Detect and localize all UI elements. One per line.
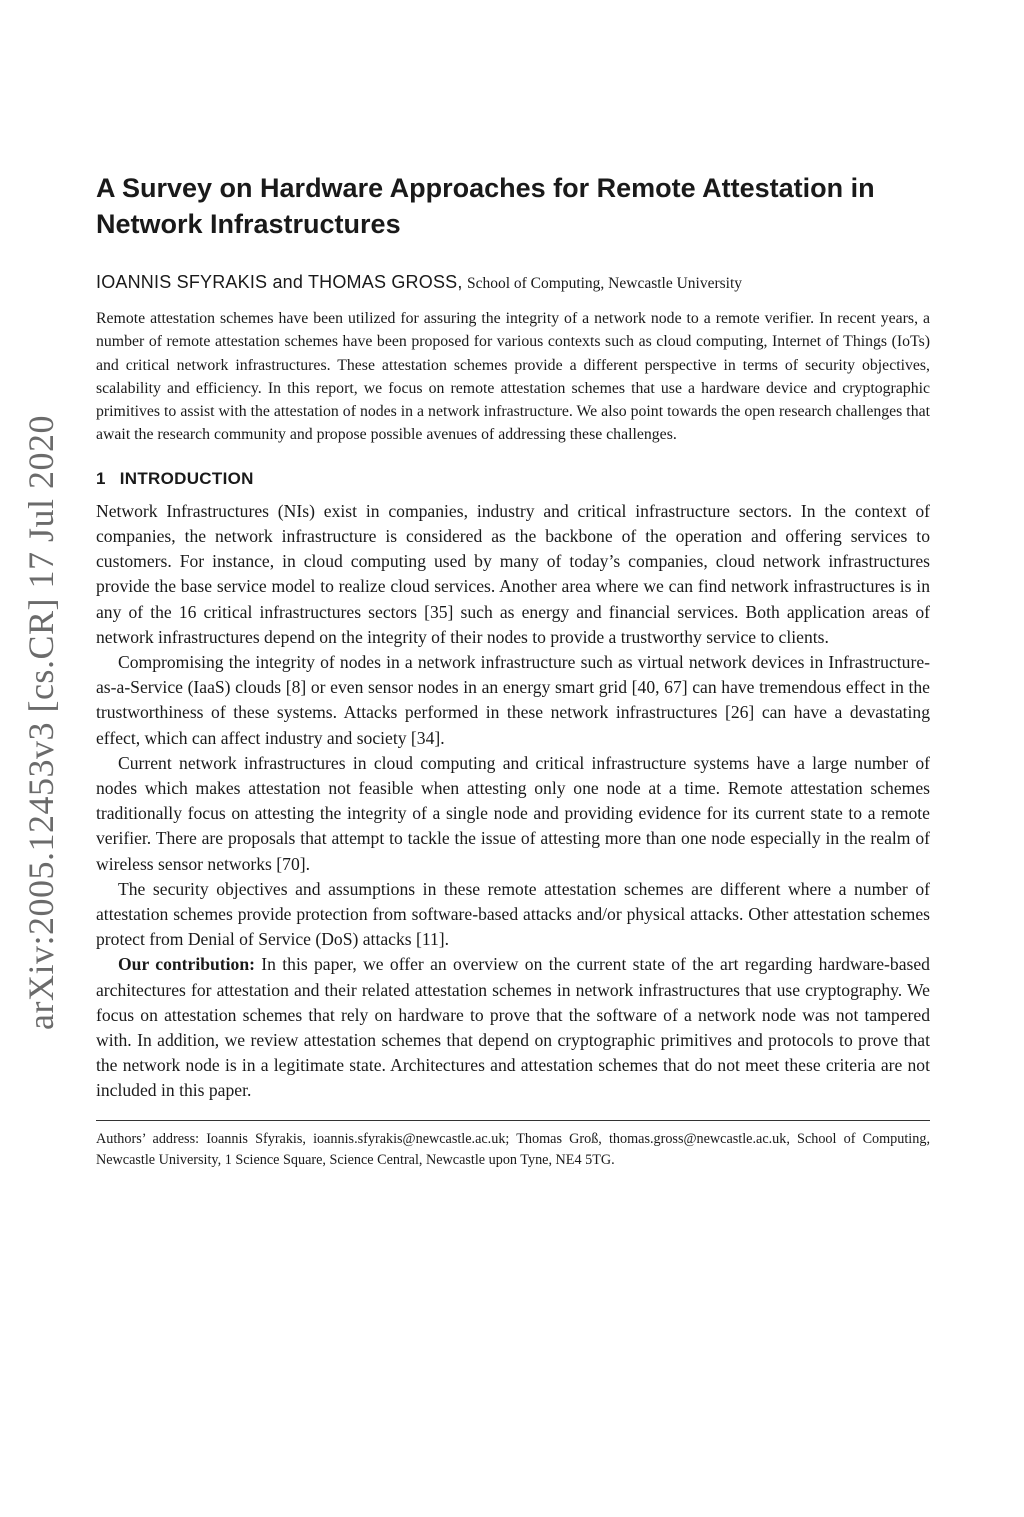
intro-paragraph-2: Compromising the integrity of nodes in a network infrastructure such as virtual network devices in Infrastructure-as-a-Service (IaaS) clouds [8] or even sensor nodes in an energy smart grid [40, 67] can have tremendous effect in the trustworthiness of these systems. Attacks performed in these network infrastructures [26] can have a devastating effect, which can affect industry and society [34]. <box>96 652 930 748</box>
paper-page <box>96 170 930 1171</box>
author-line <box>96 272 930 293</box>
authors-address-footnote: Authors’ address: Ioannis Sfyrakis, ioannis.sfyrakis@newcastle.ac.uk; Thomas Groß, thomas.gross@newcastle.ac.uk, School of Computing, Newcastle University, 1 Science Square, Science Central, Newcastle upon Tyne, NE4 5TG. <box>96 1130 930 1168</box>
abstract: Remote attestation schemes have been utilized for assuring the integrity of a network node to a remote verifier. In recent years, a number of remote attestation schemes have been proposed for various contexts such as cloud computing, Internet of Things (IoTs) and critical network infrastructures. These attestation schemes provide a different perspective in terms of security objectives, scalability and efficiency. In this report, we focus on remote attestation schemes that use a hardware device and cryptographic primitives to assist with the attestation of nodes in a network infrastructure. We also point towards the open research challenges that await the research community and propose possible avenues of addressing these challenges. <box>96 310 930 444</box>
author-names: IOANNIS SFYRAKIS and THOMAS GROSS, <box>96 272 463 292</box>
author-affiliation: School of Computing, Newcastle University <box>466 275 743 292</box>
intro-paragraph-4: The security objectives and assumptions in these remote attestation schemes are different where a number of attestation schemes provide protection from software-based attacks and/or physical attacks. Other attestation schemes protect from Denial of Service (DoS) attacks [11]. <box>96 878 930 950</box>
footnote-divider <box>96 1120 930 1121</box>
section-title: INTRODUCTION <box>119 468 254 488</box>
intro-paragraph-contribution <box>96 952 930 1103</box>
intro-paragraph-1: Network Infrastructures (NIs) exist in companies, industry and critical infrastructure sectors. In the context of companies, the network infrastructure is considered as the backbone of the operation and offering services to customers. For instance, in cloud computing used by many of today’s companies, cloud network infrastructures provide the base service model to realize cloud services. Another area where we can find network infrastructures is in any of the 16 critical infrastructures sectors [35] such as energy and financial services. Both application areas of network infrastructures depend on the integrity of their nodes to provide a trustworthy service to clients. <box>96 500 930 647</box>
paper-title: A Survey on Hardware Approaches for Remote Attestation in Network Infrastructures <box>96 173 875 239</box>
contribution-text: In this paper, we offer an overview on the current state of the art regarding hardware-based architectures for attestation and their related attestation schemes in network infrastructures that use cryptography. We focus on attestation schemes that rely on hardware to prove that the software of a network node was not tampered with. In addition, we review attestation schemes that depend on cryptographic primitives and protocols to prove that the network node is in a legitimate state. Architectures and attestation schemes that do not meet these criteria are not included in this paper. <box>96 954 930 1101</box>
contribution-label: Our contribution: <box>118 954 255 975</box>
section-heading-introduction <box>96 469 930 489</box>
section-number: 1 <box>96 468 106 488</box>
arxiv-identifier: arXiv:2005.12453v3 [cs.CR] 17 Jul 2020 <box>21 415 61 1030</box>
intro-paragraph-3: Current network infrastructures in cloud computing and critical infrastructure systems have a large number of nodes which makes attestation not feasible when attesting only one node at a time. Remote attestation schemes traditionally focus on attesting the integrity of a single node and providing evidence for its current state to a remote verifier. There are proposals that attempt to tackle the issue of attesting more than one node especially in the realm of wireless sensor networks [70]. <box>96 752 930 874</box>
